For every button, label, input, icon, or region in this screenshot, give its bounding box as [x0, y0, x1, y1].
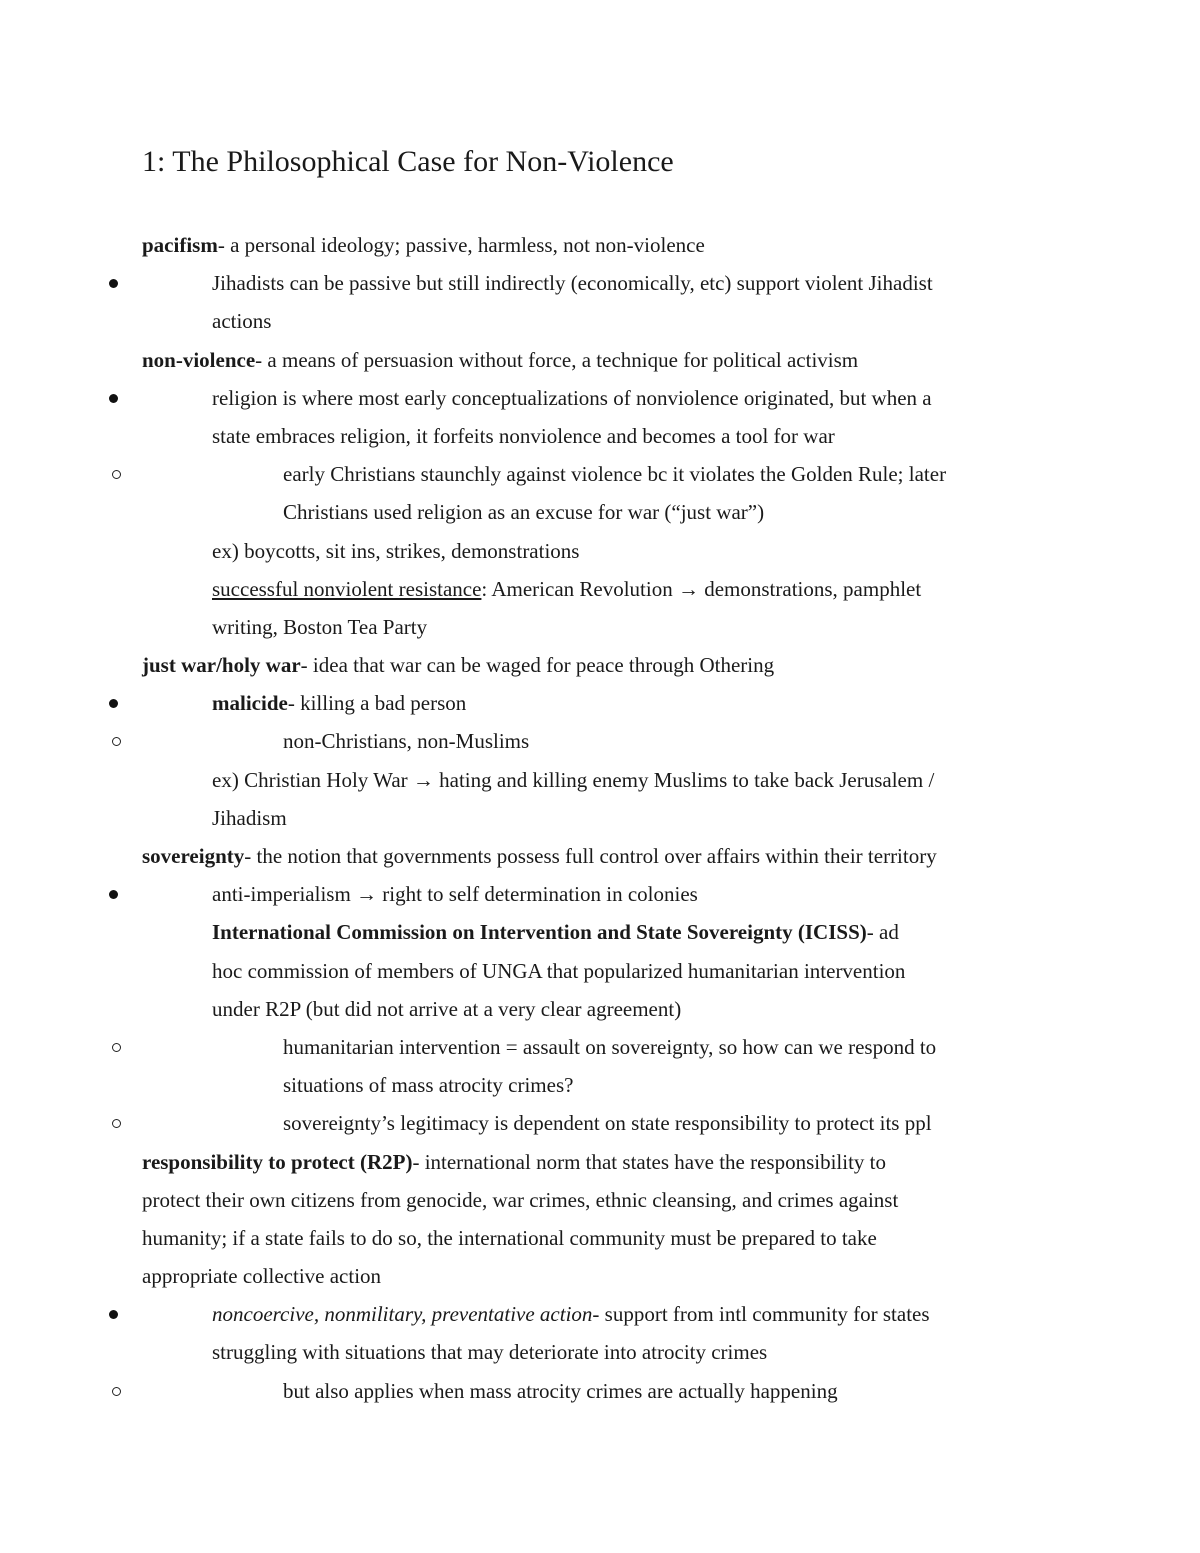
bullet-icon [109, 279, 118, 288]
definition-text: - international norm that states have the responsibility to [412, 1149, 887, 1174]
term-r2p: responsibility to protect (R2P) [142, 1149, 413, 1174]
sub-bullet-text: but also applies when mass atrocity crimes are actually happening [283, 1378, 838, 1403]
bullet-text: Jihadists can be passive but still indirectly (economically, etc) support violent Jihadist [212, 271, 933, 296]
definition-text: under R2P (but did not arrive at a very clear agreement) [212, 996, 682, 1021]
definition-r2p [142, 1143, 1082, 1181]
bullet-icon [109, 394, 118, 403]
definition-text: - idea that war can be waged for peace through Othering [300, 653, 775, 678]
notes-body [142, 226, 1082, 1410]
bullet-text: struggling with situations that may deteriorate into atrocity crimes [212, 1340, 768, 1365]
bullet-icon [109, 699, 118, 708]
term-sovereignty: sovereignty [142, 844, 245, 868]
successful-resistance-continuation [142, 608, 1082, 646]
bullet-icon [109, 1310, 118, 1319]
italic-term: noncoercive, nonmilitary, preventative action [212, 1302, 593, 1327]
hollow-circle-icon [112, 737, 121, 746]
sub-bullet-text: early Christians staunchly against violence bc it violates the Golden Rule; later [283, 462, 947, 487]
successful-resistance-line [142, 570, 1082, 608]
term-pacifism: pacifism [142, 233, 218, 257]
definition-continuation [142, 1181, 1082, 1219]
bullet-text: religion is where most early conceptualizations of nonviolence originated, but when a [212, 385, 932, 410]
bullet-item [142, 264, 1082, 302]
hollow-circle-icon [112, 470, 121, 479]
bullet-item [142, 1295, 1082, 1333]
example-text: Jihadism [212, 805, 287, 830]
term-nonviolence: non-violence [142, 347, 256, 372]
bullet-continuation [142, 417, 1082, 455]
iciss-continuation [142, 990, 1082, 1028]
hollow-circle-icon [112, 1119, 121, 1128]
sub-bullet-continuation [142, 1066, 1082, 1104]
definition-text: - the notion that governments possess full control over affairs within their territory [244, 844, 937, 868]
term-just-war: just war/holy war [142, 653, 301, 678]
definition-text: humanity; if a state fails to do so, the international community must be prepared to take [142, 1225, 877, 1250]
bullet-item [142, 875, 1082, 913]
definition-nonviolence [142, 341, 1082, 379]
resistance-text: : American Revolution → demonstrations, pamphlet [481, 576, 922, 601]
definition-text: - ad [866, 920, 899, 945]
sub-bullet-continuation [142, 493, 1082, 531]
bullet-text: actions [212, 309, 272, 334]
iciss-line [142, 913, 1082, 951]
bullet-text: anti-imperialism → right to self determination in colonies [212, 882, 698, 907]
definition-text: - a personal ideology; passive, harmless, not non-violence [217, 233, 705, 257]
sub-bullet-text: situations of mass atrocity crimes? [283, 1073, 574, 1098]
definition-pacifism [142, 226, 1082, 264]
hollow-circle-icon [112, 1387, 121, 1396]
term-malicide: malicide [212, 691, 288, 716]
sub-bullet-item [142, 1372, 1082, 1410]
underlined-label: successful nonviolent resistance [212, 576, 482, 601]
definition-text: protect their own citizens from genocide, war crimes, ethnic cleansing, and crimes against [142, 1187, 899, 1212]
sub-bullet-text: non-Christians, non-Muslims [283, 729, 530, 754]
example-line [142, 532, 1082, 570]
resistance-text: writing, Boston Tea Party [212, 614, 428, 639]
bullet-text: - support from intl community for states [592, 1302, 930, 1327]
bullet-item [142, 379, 1082, 417]
page-title: 1: The Philosophical Case for Non-Violence [142, 145, 674, 178]
sub-bullet-item [142, 455, 1082, 493]
hollow-circle-icon [112, 1043, 121, 1052]
bullet-continuation [142, 302, 1082, 340]
iciss-continuation [142, 952, 1082, 990]
term-iciss: International Commission on Intervention and State Sovereignty (ICISS) [212, 920, 867, 945]
sub-bullet-text: humanitarian intervention = assault on sovereignty, so how can we respond to [283, 1034, 937, 1059]
sub-bullet-item [142, 1028, 1082, 1066]
example-text: ex) boycotts, sit ins, strikes, demonstrations [212, 538, 580, 563]
sub-bullet-item [142, 722, 1082, 760]
sub-bullet-item [142, 1104, 1082, 1142]
bullet-item [142, 684, 1082, 722]
example-continuation [142, 799, 1082, 837]
definition-continuation [142, 1219, 1082, 1257]
example-text: ex) Christian Holy War → hating and killing enemy Muslims to take back Jerusalem / [212, 767, 935, 792]
bullet-text: - killing a bad person [287, 691, 467, 716]
bullet-icon [109, 890, 118, 899]
definition-text: - a means of persuasion without force, a technique for political activism [255, 347, 859, 372]
definition-text: hoc commission of members of UNGA that popularized humanitarian intervention [212, 958, 906, 983]
sub-bullet-text: sovereignty’s legitimacy is dependent on state responsibility to protect its ppl [283, 1111, 932, 1136]
definition-text: appropriate collective action [142, 1264, 382, 1289]
example-line [142, 761, 1082, 799]
definition-continuation [142, 1257, 1082, 1295]
bullet-text: state embraces religion, it forfeits nonviolence and becomes a tool for war [212, 423, 835, 448]
definition-sovereignty [142, 837, 1082, 875]
sub-bullet-text: Christians used religion as an excuse for war (“just war”) [283, 500, 765, 525]
bullet-continuation [142, 1333, 1082, 1371]
definition-just-war [142, 646, 1082, 684]
